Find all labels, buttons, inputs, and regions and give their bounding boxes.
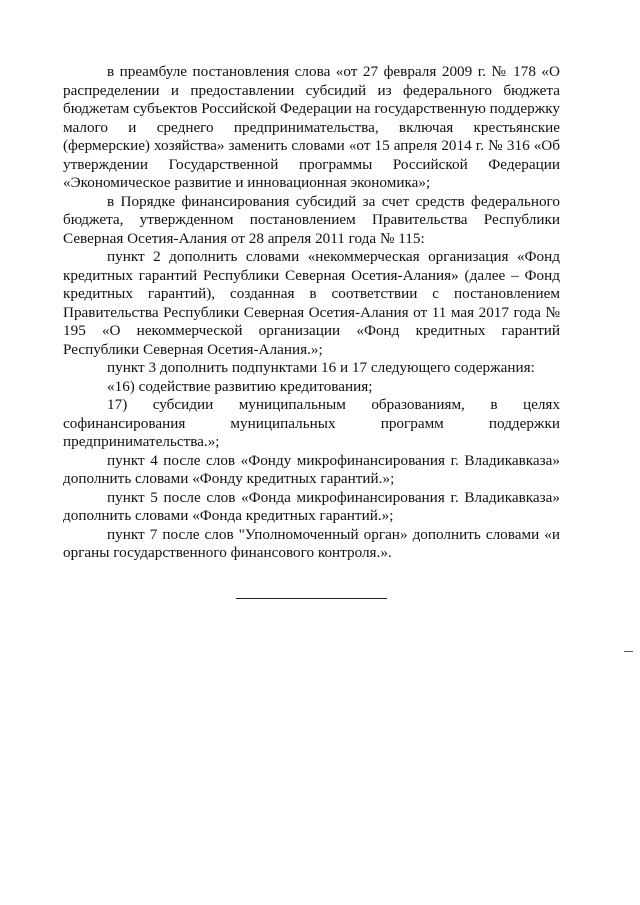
document-body xyxy=(63,63,560,563)
paragraph-item-3: пункт 3 дополнить подпунктами 16 и 17 следующего содержания: xyxy=(107,359,535,376)
margin-mark xyxy=(624,651,633,652)
paragraph-item-5: пункт 5 после слов «Фонда микрофинансирования г. Владикавказа» дополнить словами «Фонда кредитных гарантий.»; xyxy=(63,488,560,524)
paragraph-subitem-16: «16) содействие развитию кредитования; xyxy=(107,377,373,395)
paragraph-item-4: пункт 4 после слов «Фонду микрофинансирования г. Владикавказа» дополнить словами «Фонду кредитных гарантий.»; xyxy=(63,451,560,487)
closing-rule xyxy=(236,598,387,599)
paragraph-subitem-17: 17) субсидии муниципальным образованиям, в целях софинансирования муниципальных программ поддержки предпринимательства.»; xyxy=(63,396,560,450)
paragraph-preamble-amendment: в преамбуле постановления слова «от 27 февраля 2009 г. № 178 «О распределении и предоставлении субсидий из федерального бюджета бюджетам субъектов Российской Федерации на государственную поддержку малого и среднего предпринимательства, включая крестьянские (фермерские) хозяйства» заменить словами «от 15 апреля 2014 г. № 316 «Об утверждении Государственной программы Российской Федерации «Экономическое развитие и инновационная экономика»; xyxy=(63,63,560,191)
paragraph-item-7: пункт 7 после слов "Уполномоченный орган» дополнить словами «и органы государственного финансового контроля.». xyxy=(63,525,560,561)
paragraph-item-2: пункт 2 дополнить словами «некоммерческая организация «Фонд кредитных гарантий Республики Северная Осетия-Алания» (далее – Фонд кредитных гарантий), созданная в соответствии с постановлением Правительства Республики Северная Осетия-Алания от 11 мая 2017 года № 195 «О некоммерческой организации «Фонд кредитных гарантий Республики Северная Осетия-Алания.»; xyxy=(63,248,560,358)
paragraph-financing-procedure: в Порядке финансирования субсидий за счет средств федерального бюджета, утвержденном постановлением Правительства Республики Северная Осетия-Алания от 28 апреля 2011 года № 115: xyxy=(63,192,560,247)
